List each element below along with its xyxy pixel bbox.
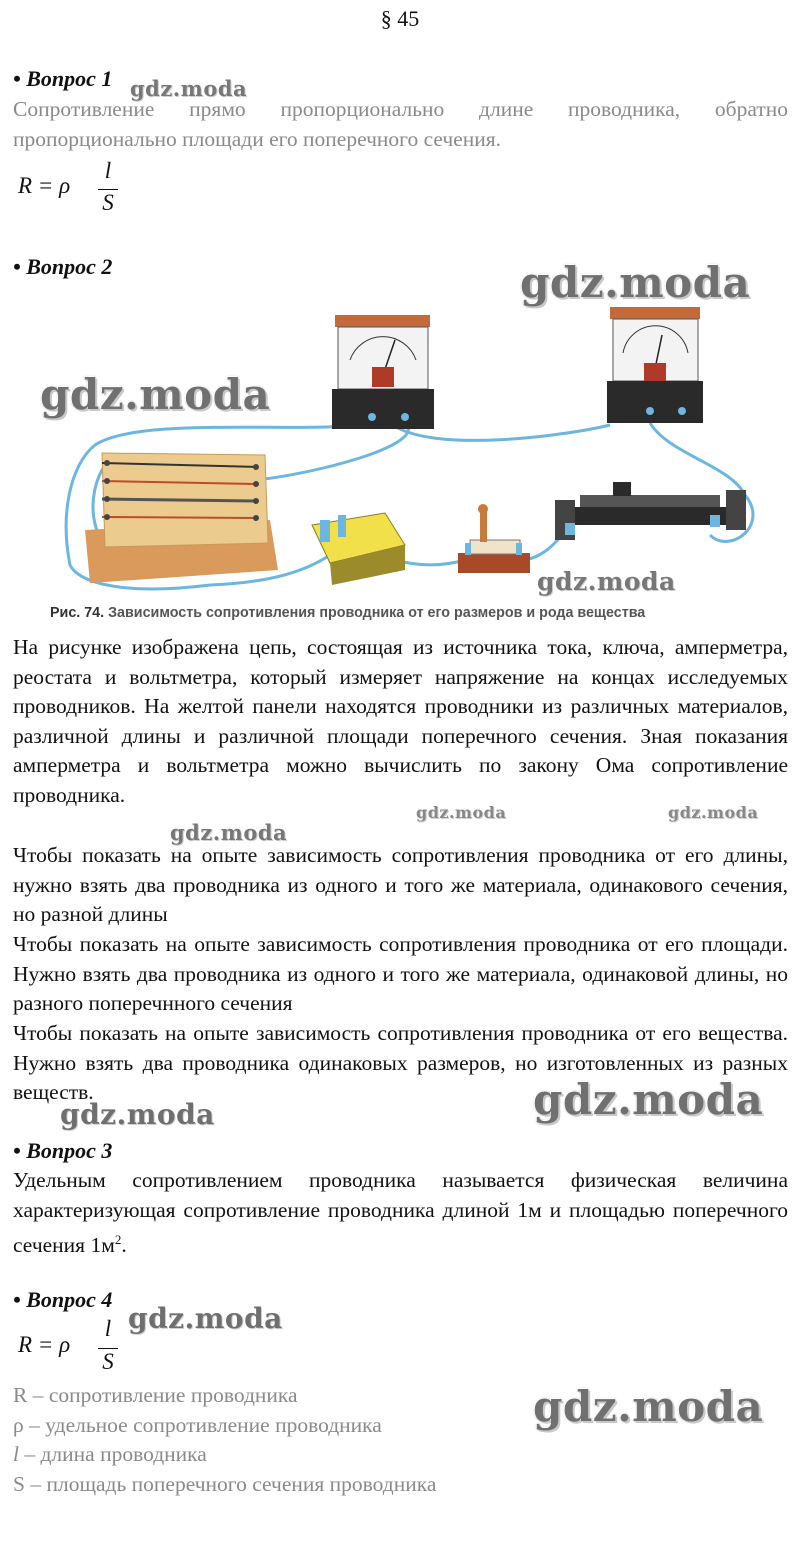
watermark: gdz.moda: [128, 1302, 283, 1335]
ammeter: [607, 307, 703, 423]
legend-item: [13, 1411, 436, 1441]
question-3-heading: • Вопрос 3: [13, 1138, 113, 1163]
question-2-paragraph-4: Чтобы показать на опыте зависимость сопротивления проводника от его вещества. Нужно взять два проводника одинаковых размеров, но изготовленных из разных веществ.: [13, 1021, 788, 1105]
formula-denominator: S: [102, 190, 114, 215]
question-1-text: [13, 95, 788, 154]
legend-symbol: l: [13, 1442, 19, 1467]
formula-numerator: l: [104, 1316, 112, 1341]
question-1-line-2: пропорционально площади его поперечного сечения.: [13, 126, 502, 151]
figure-caption-text: Зависимость сопротивления проводника от его размеров и рода вещества: [108, 605, 646, 621]
watermark: gdz.moda: [130, 76, 248, 101]
formula-denominator: S: [102, 1349, 114, 1374]
question-2-heading: • Вопрос 2: [13, 254, 113, 279]
legend-symbol: S: [13, 1471, 25, 1496]
legend-item: [13, 1440, 436, 1470]
question-4-legend: [13, 1381, 436, 1499]
voltmeter: [332, 315, 434, 429]
question-3-text-end: .: [121, 1233, 127, 1258]
question-2-paragraph-2: Чтобы показать на опыте зависимость сопротивления проводника от его длины, нужно взять два проводника из одного и того же материала, одинакового сечения, но разной длины: [13, 843, 788, 927]
figure-label: Рис. 74.: [50, 605, 105, 621]
watermark: gdz.moda: [170, 820, 288, 845]
question-4-heading: • Вопрос 4: [13, 1287, 113, 1312]
formula-lhs: R = ρ: [18, 173, 71, 198]
legend-item: [13, 1470, 436, 1500]
legend-text: – сопротивление проводника: [27, 1383, 298, 1407]
watermark: gdz.moda: [537, 567, 676, 596]
legend-item: [13, 1381, 436, 1411]
watermark: gdz.moda: [416, 803, 507, 822]
legend-text: – удельное сопротивление проводника: [23, 1412, 382, 1437]
section-title: § 45: [380, 6, 420, 31]
formula-lhs: R = ρ: [18, 1332, 71, 1357]
question-4-formula: [18, 1318, 128, 1380]
conductor-panel: [85, 453, 278, 583]
legend-symbol: R: [13, 1383, 28, 1407]
legend-text: – площадь поперечного сечения проводника: [24, 1471, 437, 1496]
question-2-paragraph-1: На рисунке изображена цепь, состоящая из источника тока, ключа, амперметра, реостата и вольтметра, который измеряет напряжение на концах исследуемых проводников. На желтой панели находятся проводники из различных материалов, различной длины и различной площади поперечного сечения. Зная показания амперметра и вольтметра можно вычислить по закону Ома сопротивление проводника.: [13, 635, 788, 807]
question-1-heading: • Вопрос 1: [13, 66, 113, 91]
watermark: gdz.moda: [533, 1382, 764, 1431]
question-2-paragraph-3: Чтобы показать на опыте зависимость сопротивления проводника от его площади. Нужно взять два проводника из одного и того же материала, одинаковой длины, но разного поперечнного сечения: [13, 932, 788, 1016]
figure-caption: [50, 605, 645, 621]
question-3-text: [13, 1166, 788, 1261]
legend-text: – длина проводника: [18, 1442, 207, 1467]
watermark: gdz.moda: [520, 258, 751, 307]
watermark: gdz.moda: [533, 1075, 764, 1124]
question-3-text-body: Удельным сопротивлением проводника называется физическая величина характеризующая сопротивление проводника длиной 1м и площадью поперечного сечения 1м: [13, 1168, 788, 1258]
watermark: gdz.moda: [40, 370, 271, 419]
question-1-line-1: Сопротивление прямо пропорционально длине проводника, обратно: [13, 97, 788, 121]
watermark: gdz.moda: [668, 803, 759, 822]
formula-numerator: l: [104, 158, 112, 183]
legend-symbol: ρ: [13, 1412, 24, 1437]
superscript: 2: [114, 1232, 122, 1248]
watermark: gdz.moda: [60, 1098, 215, 1131]
question-1-formula: [18, 160, 128, 220]
